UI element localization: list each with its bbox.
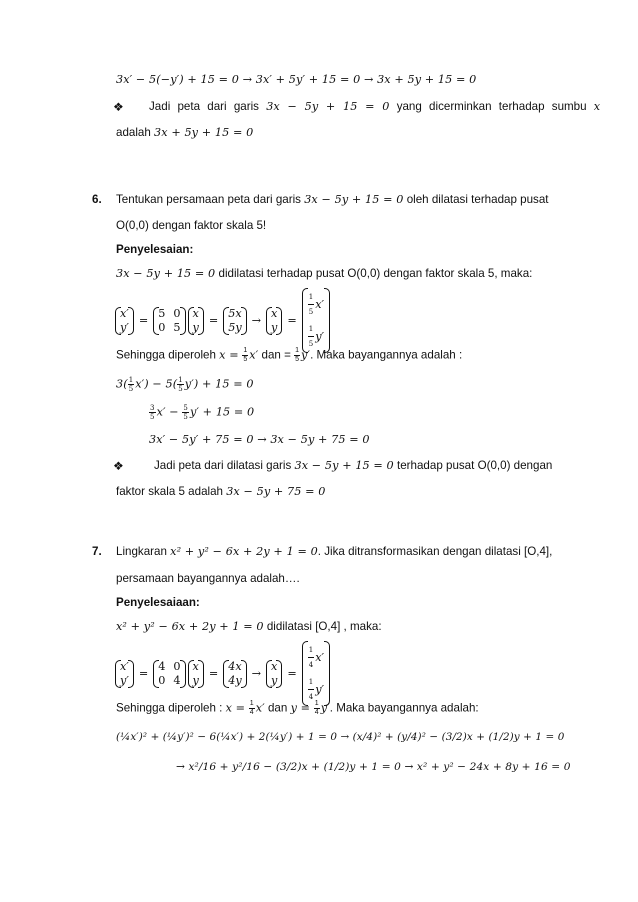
cell: 𝑦′	[120, 673, 129, 687]
text: . Maka bayangannya adalah:	[329, 701, 479, 715]
matrix	[115, 660, 134, 688]
math: 𝑥² + 𝑦² − 6𝑥 + 2𝑦 + 1 = 0	[116, 620, 264, 633]
text: Tentukan persamaan peta dari garis	[116, 193, 305, 206]
conclusion-line	[154, 458, 552, 474]
text: dan =	[258, 348, 295, 362]
text: yang dicerminkan terhadap sumbu	[389, 100, 594, 113]
math: 3𝑥 − 5𝑦 + 15 = 0	[116, 267, 216, 280]
step-1: (¼𝑥′)² + (¼𝑦′)² − 6(¼𝑥′) + 2(¼𝑦′) + 1 = 0 → (𝑥/4)² + (𝑦/4)² − (3/2)𝑥 + (1/2)𝑦 + 1 = 0	[116, 731, 565, 743]
matrix	[266, 307, 282, 335]
given-line	[116, 266, 532, 282]
matrix	[153, 307, 185, 335]
text: . Maka bayangannya adalah :	[310, 348, 463, 362]
matrix	[266, 660, 282, 688]
matrix	[302, 288, 330, 353]
cell: $\frac{1}{5}$ 𝑥′	[308, 290, 324, 319]
step-2: $\frac{3}{5}$ 𝑥′ − $\frac{5}{5}$ 𝑦′ + 15 = 0	[150, 404, 255, 421]
text: didilatasi [O,4] , maka:	[263, 620, 382, 633]
text: terhadap pusat O(0,0) dengan	[393, 459, 553, 472]
cell: 𝑥	[271, 306, 278, 320]
text: Lingkaran	[116, 545, 171, 558]
eq: =	[208, 667, 219, 680]
text: faktor skala 5 adalah	[116, 485, 227, 498]
question-number: 6.	[92, 193, 102, 206]
cell: 𝑥	[271, 659, 278, 673]
given-line	[116, 619, 382, 635]
matrix	[188, 307, 204, 335]
cell: $\frac{1}{4}$ 𝑦′	[308, 675, 324, 704]
cell: 𝑥	[192, 659, 199, 673]
eq: =	[208, 314, 219, 327]
text: Sehingga diperoleh :	[116, 701, 226, 715]
bullet-icon: ❖	[113, 459, 124, 473]
step-1: 3( $\frac{1}{5}$ 𝑥′) − 5( $\frac{1}{5}$ 𝑦′) + 15 = 0	[116, 376, 254, 393]
matrix-equation	[114, 641, 331, 706]
math: 3𝑥 − 5𝑦 + 75 = 0	[226, 485, 326, 498]
matrix	[223, 307, 246, 335]
text: Sehingga diperoleh	[116, 348, 220, 362]
text: Jadi peta dari dilatasi garis	[154, 459, 295, 472]
question-number: 7.	[92, 545, 102, 558]
cell: 𝑦	[271, 673, 278, 687]
cell: 4	[158, 659, 166, 673]
text: dan	[264, 701, 291, 715]
text: oleh dilatasi terhadap pusat	[403, 193, 549, 206]
substitution-line: Sehingga diperoleh : 𝑥 = $\frac{1}{4}$ 𝑥′ dan 𝑦 = $\frac{1}{4}$ 𝑦′. Maka bayangannya adalah:	[116, 700, 479, 716]
matrix	[115, 307, 134, 335]
math: 3𝑥 − 5𝑦 + 15 = 0	[294, 459, 394, 472]
step-3: 3𝑥′ − 5𝑦′ + 75 = 0 → 3𝑥 − 5𝑦 + 75 = 0	[149, 433, 370, 446]
bullet-icon: ❖	[113, 100, 124, 114]
text: didilatasi terhadap pusat O(0,0) dengan faktor skala 5, maka:	[215, 267, 533, 280]
conclusion-line-2	[116, 125, 253, 141]
cell: 𝑥′	[120, 306, 129, 320]
conclusion-line-2	[116, 484, 326, 500]
cell: 4𝑥	[228, 659, 242, 673]
math: 𝑦 =	[290, 701, 314, 715]
math: 3𝑥 − 5𝑦 + 15 = 0	[266, 100, 390, 113]
cell: 5𝑥	[228, 306, 242, 320]
question-text-2: persamaan bayangannya adalah….	[116, 572, 300, 585]
question-text	[116, 544, 552, 560]
cell: 𝑦	[271, 320, 278, 334]
cell: 0	[173, 306, 181, 320]
math: 𝑥 =	[225, 701, 249, 715]
cell: 5𝑦	[228, 320, 242, 334]
solution-label: Penyelesaiaan:	[116, 596, 200, 609]
math: 𝑥 =	[219, 348, 243, 362]
math: 𝑥	[593, 100, 601, 113]
equation-line: 3𝑥′ − 5(−𝑦′) + 15 = 0 → 3𝑥′ + 5𝑦′ + 15 = 0 → 3𝑥 + 5𝑦 + 15 = 0	[116, 73, 477, 86]
cell: $\frac{1}{4}$ 𝑥′	[308, 643, 324, 672]
question-text-2: O(0,0) dengan faktor skala 5!	[116, 219, 267, 232]
cell: 𝑦	[192, 320, 199, 334]
math: 𝑥² + 𝑦² − 6𝑥 + 2𝑦 + 1 = 0	[170, 545, 318, 558]
text: adalah	[116, 126, 155, 139]
matrix	[153, 660, 185, 688]
matrix	[223, 660, 246, 688]
eq: =	[138, 314, 149, 327]
cell: 𝑦′	[120, 320, 129, 334]
question-text	[116, 192, 549, 208]
math: 𝑥′	[249, 348, 259, 362]
math: 𝑦′	[301, 348, 311, 362]
cell: 𝑥′	[120, 659, 129, 673]
eq: =	[287, 667, 297, 680]
math: 𝑥′	[255, 701, 265, 715]
cell: 𝑥	[192, 306, 199, 320]
math: 𝑦′	[320, 701, 330, 715]
cell: $\frac{1}{5}$ 𝑦′	[308, 322, 324, 351]
matrix	[188, 660, 204, 688]
cell: 0	[158, 320, 166, 334]
math: 3𝑥 − 5𝑦 + 15 = 0	[304, 193, 404, 206]
arrow: →	[251, 667, 262, 680]
step-2: → 𝑥²/16 + 𝑦²/16 − (3/2)𝑥 + (1/2)𝑦 + 1 = 0 → 𝑥² + 𝑦² − 24𝑥 + 8𝑦 + 16 = 0	[176, 761, 571, 773]
cell: 𝑦	[192, 673, 199, 687]
text: Jadi peta dari garis	[149, 100, 267, 113]
cell: 4𝑦	[228, 673, 242, 687]
cell: 0	[158, 673, 166, 687]
cell: 5	[173, 320, 181, 334]
text: . Jika ditransformasikan dengan dilatasi [O,4],	[317, 545, 553, 558]
cell: 4	[173, 673, 181, 687]
arrow: →	[251, 314, 262, 327]
matrix-equation	[114, 288, 331, 353]
conclusion-line	[149, 99, 600, 115]
matrix	[302, 641, 330, 706]
eq: =	[287, 314, 297, 327]
substitution-line: Sehingga diperoleh 𝑥 = $\frac{1}{5}$ 𝑥′ dan = $\frac{1}{5}$ 𝑦′. Maka bayangannya adalah :	[116, 347, 463, 363]
cell: 0	[173, 659, 181, 673]
cell: 5	[158, 306, 166, 320]
math: 3𝑥 + 5𝑦 + 15 = 0	[154, 126, 254, 139]
solution-label: Penyelesaian:	[116, 243, 194, 256]
eq: =	[138, 667, 149, 680]
